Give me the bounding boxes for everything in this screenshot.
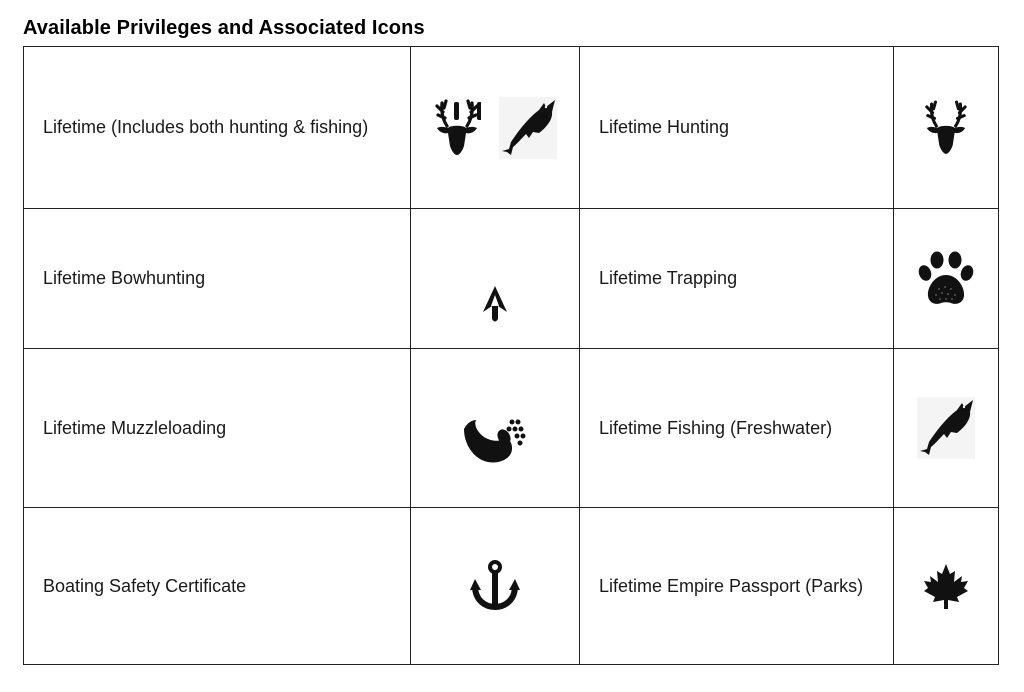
table-row [24,508,999,665]
deer-head-icon [923,99,969,157]
arrowhead-icon [480,229,510,329]
privilege-label: Boating Safety Certificate [24,508,411,665]
page-title: Available Privileges and Associated Icons [23,17,425,39]
deer-head-icon [433,98,481,158]
table-row [24,47,999,209]
table-row [24,349,999,508]
privilege-icons-cell [894,349,999,508]
privilege-label: Lifetime (Includes both hunting & fishing) [24,47,411,209]
fish-icon [917,397,975,459]
privilege-icons-cell [411,209,580,349]
privilege-icons-cell [894,508,999,665]
privileges-table [23,46,999,665]
table-row [24,209,999,349]
privilege-icons-cell [894,47,999,209]
privilege-label: Lifetime Trapping [580,209,894,349]
privilege-icons-cell [411,349,580,508]
anchor-icon [469,560,521,612]
powder-horn-icon [462,415,528,471]
privilege-icons-cell [411,508,580,665]
fish-icon [499,97,557,159]
privilege-label: Lifetime Bowhunting [24,209,411,349]
paw-print-icon [917,251,975,307]
privilege-icons-cell [894,209,999,349]
privilege-label: Lifetime Muzzleloading [24,349,411,508]
privilege-label: Lifetime Fishing (Freshwater) [580,349,894,508]
maple-leaf-icon [922,562,970,610]
privilege-label: Lifetime Empire Passport (Parks) [580,508,894,665]
privilege-label: Lifetime Hunting [580,47,894,209]
privilege-icons-cell [411,47,580,209]
